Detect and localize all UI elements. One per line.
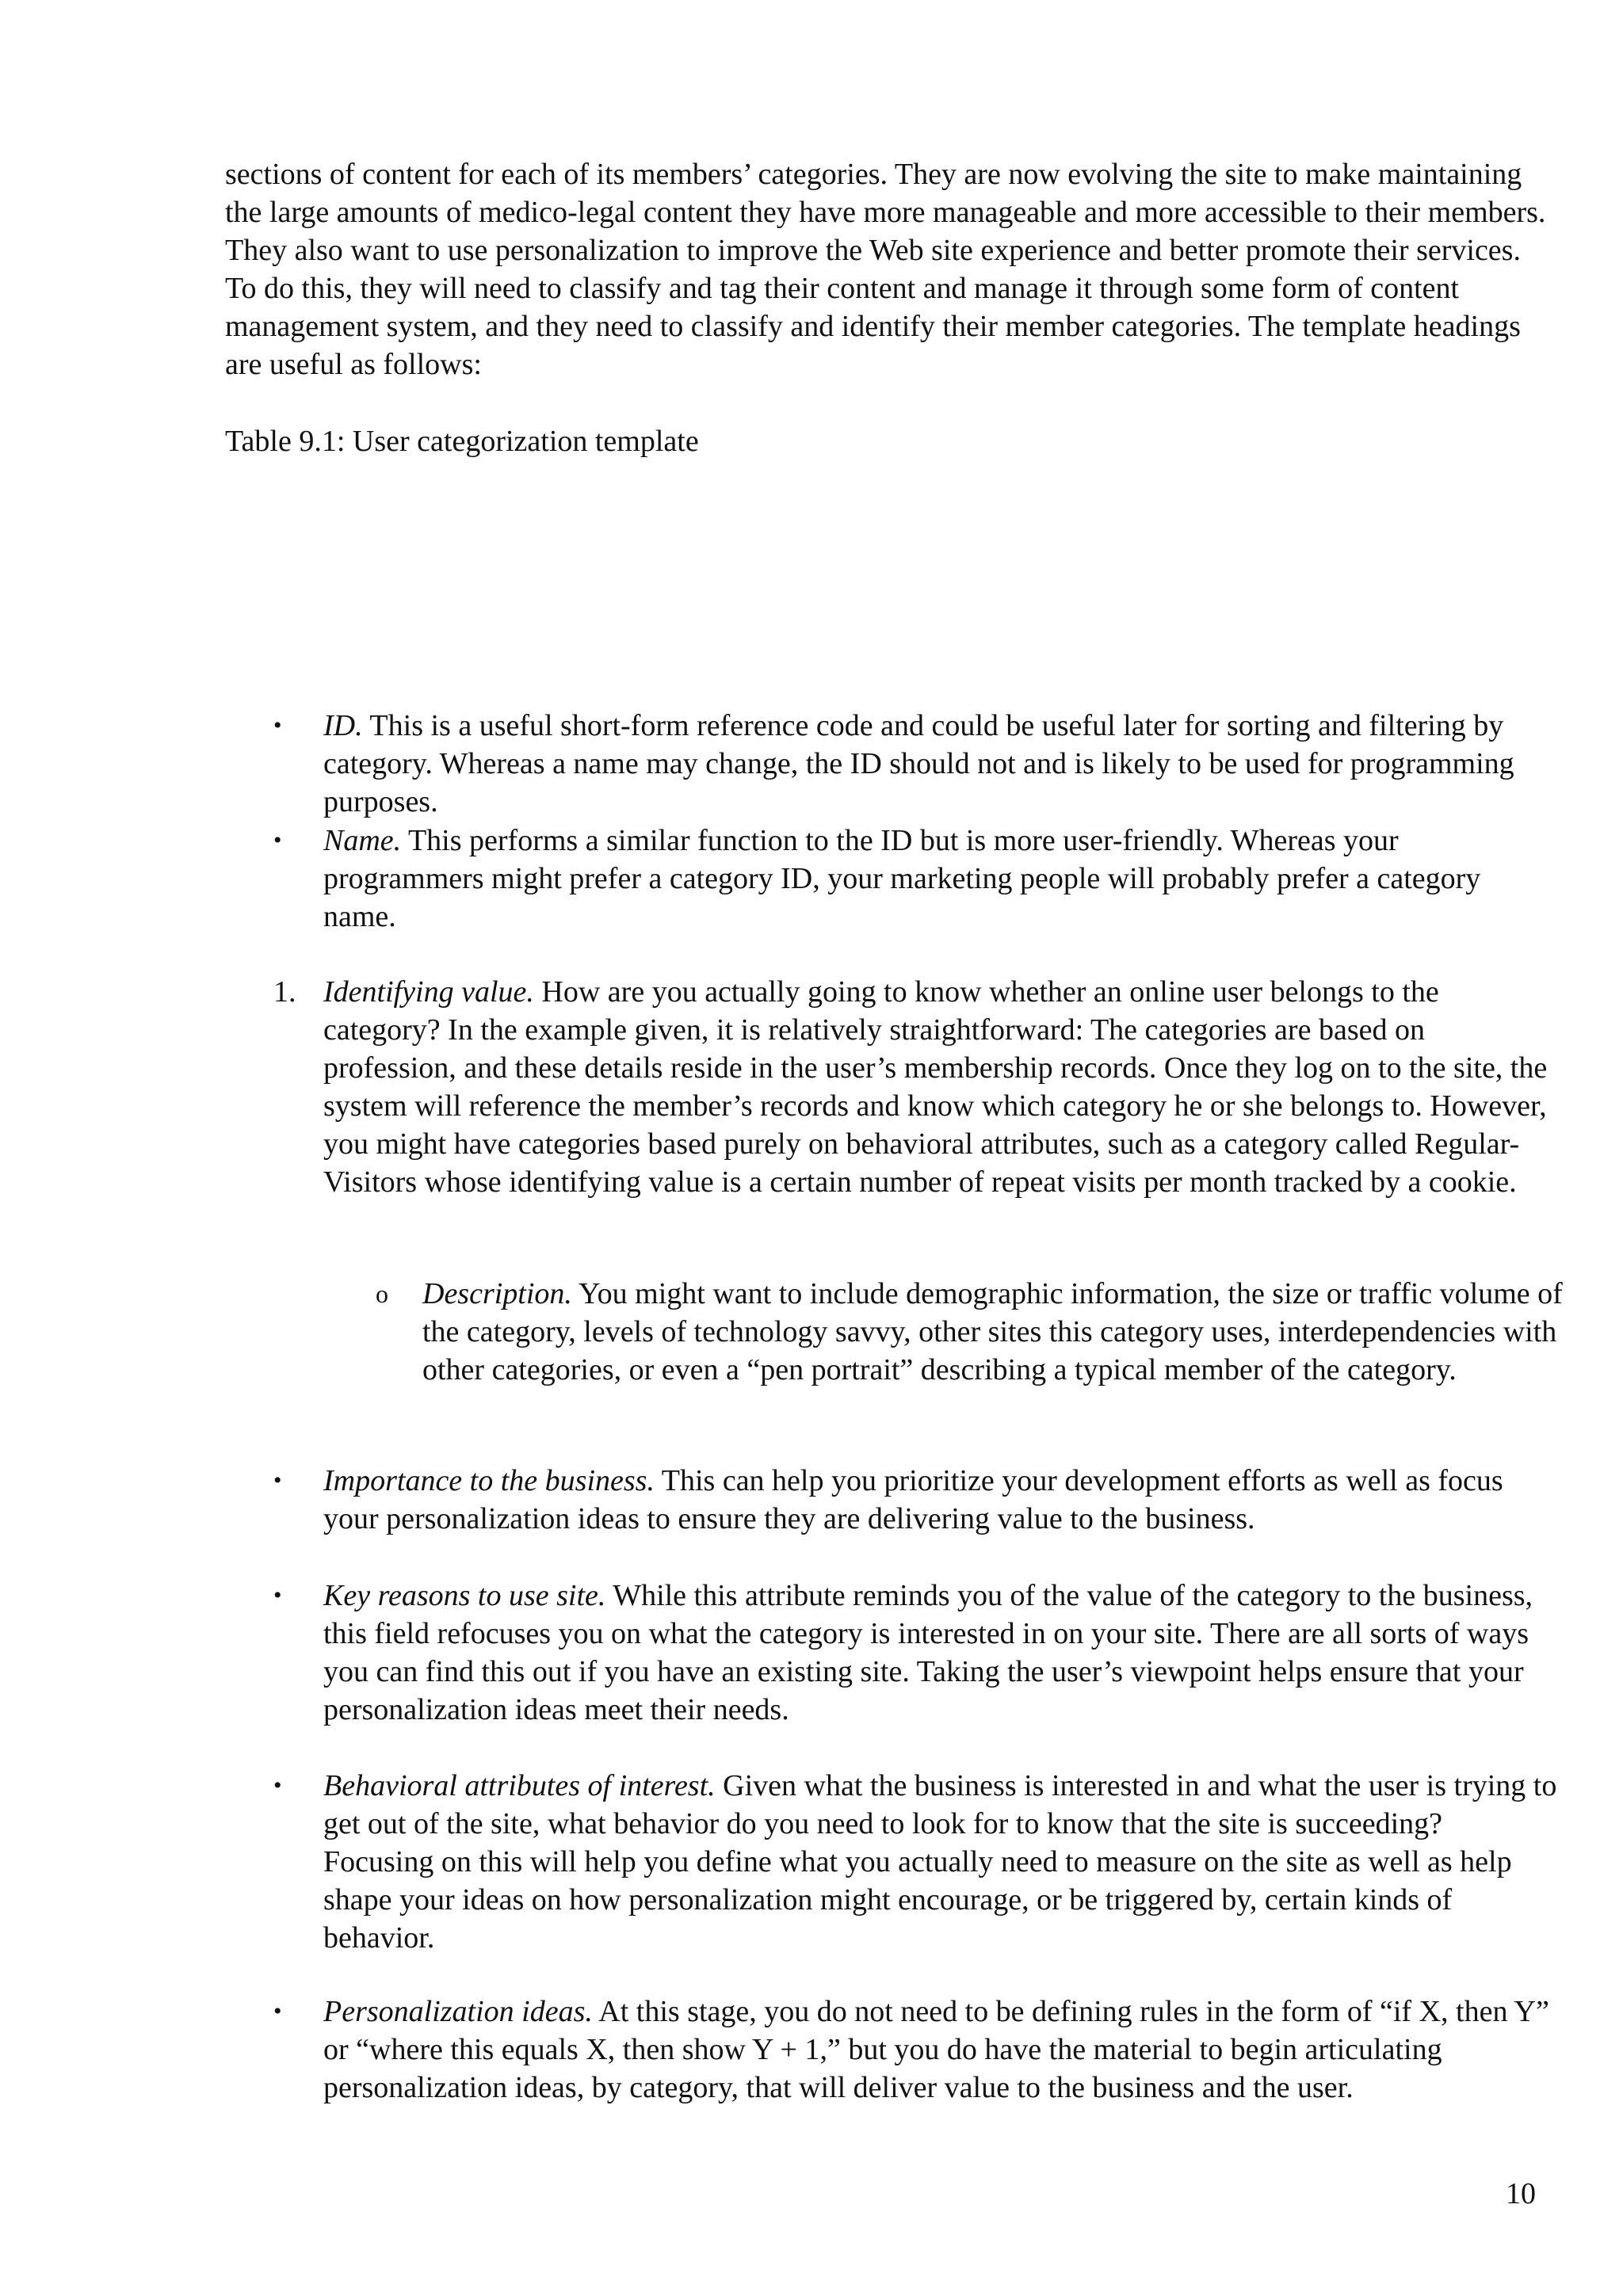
item-body: You might want to include demographic information, the size or traffic volume of the category, levels of technology savvy, other sites this category uses, interdependencies with other categories, or even a “pen portrait” describing a typical member of the category. <box>422 1277 1563 1386</box>
item-title: Description. <box>422 1277 572 1310</box>
list-item-description <box>422 1275 1564 1389</box>
item-title: Personalization ideas. <box>323 1995 593 2028</box>
item-body: This is a useful short-form reference code and could be useful later for sorting and filtering by category. Whereas a name may change, the ID should not and is likely to be used for programming purposes. <box>323 709 1514 818</box>
item-body: While this attribute reminds you of the value of the category to the business, this field refocuses you on what the category is interested in on your site. There are all sorts of ways you can find this out if you have an existing site. Taking the user’s viewpoint helps ensure that your personalization ideas meet their needs. <box>323 1579 1533 1726</box>
item-body: This performs a similar function to the ID but is more user-friendly. Whereas your programmers might prefer a category ID, your marketing people will probably prefer a category name. <box>323 824 1481 933</box>
item-title: Behavioral attributes of interest. <box>323 1769 716 1802</box>
item-title: Identifying value. <box>323 975 534 1009</box>
item-body: At this stage, you do not need to be defining rules in the form of “if X, then Y” or “where this equals X, then show Y + 1,” but you do have the material to begin articulating personalization ideas, by category, that will deliver value to the business and the user. <box>323 1995 1549 2104</box>
list-item-id <box>323 707 1560 821</box>
list-item-name <box>323 822 1560 936</box>
item-title: ID. <box>323 709 363 742</box>
list-item-importance <box>323 1462 1560 1538</box>
item-body: How are you actually going to know whether an online user belongs to the category? In the example given, it is relatively straightforward: The categories are based on profession, and these details reside in the user’s membership records. Once they log on to the site, the system will reference the member’s records and know which category he or she belongs to. However, you might have categories based purely on behavioral attributes, such as a category called Regular-Visitors whose identifying value is a certain number of repeat visits per month tracked by a cookie. <box>323 975 1548 1199</box>
item-body: Given what the business is interested in and what the user is trying to get out of the site, what behavior do you need to look for to know that the site is succeeding? Focusing on this will help you define what you actually need to measure on the site as well as help shape your ideas on how personalization might encourage, or be triggered by, certain kinds of behavior. <box>323 1769 1557 1955</box>
bullet-marker: • <box>273 1772 282 1798</box>
bullet-marker: • <box>273 1467 282 1493</box>
item-title: Name. <box>323 824 402 857</box>
item-body: This can help you prioritize your development efforts as well as focus your personalization ideas to ensure they are delivering value to the business. <box>323 1464 1503 1535</box>
bullet-marker: • <box>273 1582 282 1608</box>
bullet-marker: • <box>273 827 282 853</box>
circle-marker: o <box>376 1280 388 1308</box>
bullet-marker: • <box>273 712 282 738</box>
table-caption: Table 9.1: User categorization template <box>225 425 699 458</box>
list-item-personalization-ideas <box>323 1993 1560 2107</box>
list-item-key-reasons <box>323 1577 1560 1729</box>
page-number: 10 <box>1506 2177 1536 2210</box>
intro-paragraph: sections of content for each of its members’ categories. They are now evolving the site to make maintaining the large amounts of medico-legal content they have more manageable and more accessible to their members. They also want to use personalization to improve the Web site experience and better promote their services. To do this, they will need to classify and tag their content and manage it through some form of content management system, and they need to classify and identify their member categories. The template headings are useful as follows: <box>225 158 1546 381</box>
item-title: Key reasons to use site. <box>323 1579 606 1612</box>
bullet-marker: • <box>273 1998 282 2024</box>
list-item-behavioral-attributes <box>323 1767 1560 1957</box>
item-title: Importance to the business. <box>323 1464 655 1497</box>
list-item-identifying-value <box>323 973 1560 1201</box>
number-marker: 1. <box>273 975 296 1009</box>
